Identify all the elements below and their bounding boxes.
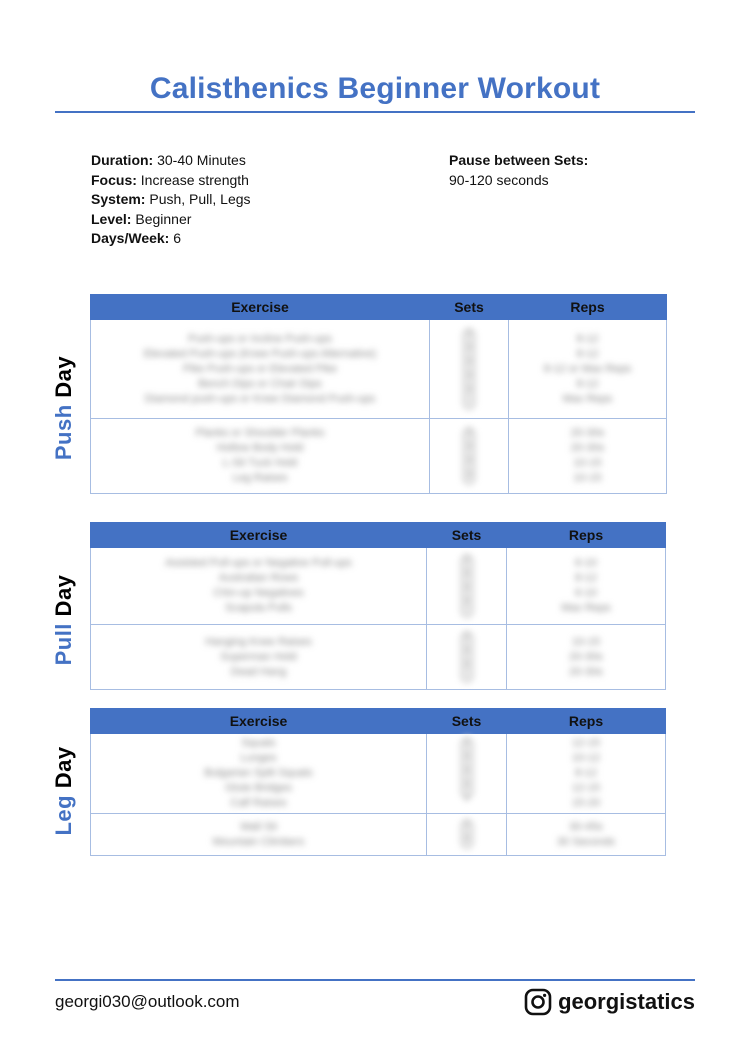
exercise-name: Pike Push-ups or Elevated Pike — [182, 362, 338, 375]
exercise-name: Elevated Push-ups (Knee Push-ups Alternative) — [143, 347, 377, 360]
sets-value: 3 — [463, 631, 470, 642]
header-reps: Reps — [507, 709, 666, 734]
reps-value: 12-15 — [571, 737, 601, 749]
reps-value: 6-10 — [574, 557, 598, 569]
reps-cell — [507, 734, 666, 814]
table-row — [91, 320, 667, 419]
reps-value: 8-12 — [574, 572, 598, 584]
sets-value: 3 — [463, 793, 470, 804]
exercise-name: Calf Raises — [230, 797, 287, 809]
duration-line: Duration: 30-40 Minutes — [91, 152, 246, 168]
header-exercise: Exercise — [91, 523, 427, 548]
reps-value: 8-12 — [574, 767, 598, 779]
sets-value: 3 — [463, 645, 470, 656]
reps-value: Max Reps — [562, 392, 613, 405]
exercise-name: Glute Bridges — [225, 782, 292, 794]
exercise-name: Bulgarian Split Squats — [204, 767, 313, 779]
reps-cell — [507, 548, 666, 625]
reps-value: 8-12 or Max Reps — [543, 362, 632, 375]
sets-value: 3 — [463, 568, 470, 579]
exercise-name: Superman Hold — [220, 650, 297, 663]
sets-value: 3 — [466, 328, 472, 339]
reps-cell — [507, 814, 666, 856]
reps-value: 8-12 — [576, 347, 599, 360]
sets-cell — [427, 734, 507, 814]
table-header-row — [91, 709, 666, 734]
sets-value: 3 — [463, 779, 470, 790]
exercise-name: Leg Raises — [232, 472, 288, 484]
exercise-name: Chin-up Negatives — [213, 587, 304, 599]
push-day-table — [90, 294, 667, 494]
header-reps: Reps — [509, 295, 667, 320]
exercise-name: Planks or Shoulder Planks — [195, 427, 325, 439]
reps-value: 20-30s — [570, 427, 605, 439]
reps-value: 20-30s — [569, 650, 603, 663]
focus-line: Focus: Increase strength — [91, 171, 249, 188]
exercise-name: Push-ups or Incline Push-ups — [188, 332, 332, 345]
reps-value: 15-20 — [571, 797, 601, 809]
reps-value: 10-15 — [573, 457, 602, 469]
exercise-name: Scapula Pulls — [225, 602, 292, 614]
table-header-row — [91, 295, 667, 320]
sets-value: 3 — [466, 426, 472, 438]
reps-value: 12-15 — [571, 782, 601, 794]
exercise-name: L-Sit Tuck Hold — [222, 457, 298, 469]
pause-label: Pause between Sets: — [449, 152, 589, 168]
exercise-name: Squats — [241, 737, 276, 749]
header-exercise: Exercise — [91, 295, 430, 320]
exercise-name: Australian Rows — [218, 572, 299, 584]
push-day-label: Push Day — [51, 355, 76, 461]
exercise-name: Hanging Knee Raises — [205, 635, 312, 648]
table-row — [91, 419, 667, 494]
pull-day-table — [90, 522, 666, 690]
reps-value: 8-12 — [576, 332, 599, 345]
days-per-week-line: Days/Week: 6 — [91, 230, 182, 246]
sets-value: 3 — [463, 819, 470, 830]
sets-value: 3 — [466, 342, 472, 353]
exercise-cell — [91, 419, 430, 494]
header-sets: Sets — [430, 295, 509, 320]
sets-value: 3 — [466, 384, 472, 395]
header-reps: Reps — [507, 523, 666, 548]
exercise-name: Lunges — [240, 752, 277, 764]
reps-value: 10-12 — [571, 752, 601, 764]
exercise-name: Hollow Body Hold — [216, 442, 304, 454]
footer-email: georgi030@outlook.com — [55, 992, 240, 1011]
footer-divider — [55, 979, 695, 981]
leg-day-label: Leg Day — [51, 746, 76, 836]
pause-value: 90-120 seconds — [449, 171, 549, 188]
system-line: System: Push, Pull, Legs — [91, 191, 251, 207]
reps-value: 6-10 — [574, 587, 598, 599]
exercise-cell — [91, 814, 427, 856]
workout-info — [91, 151, 251, 249]
header-sets: Sets — [427, 709, 507, 734]
exercise-name: Dead Hang — [230, 665, 287, 678]
exercise-name: Wall Sit — [240, 820, 277, 833]
sets-value: 3 — [463, 751, 470, 762]
sets-cell — [427, 625, 507, 690]
sets-cell — [427, 814, 507, 856]
exercise-cell — [91, 320, 430, 419]
sets-value: 3 — [463, 737, 470, 748]
footer-handle-text: georgistatics — [558, 989, 695, 1014]
reps-value: 20-30s — [570, 442, 605, 454]
reps-value: 10-15 — [573, 472, 602, 484]
reps-value: 30 Seconds — [556, 835, 616, 848]
reps-cell — [509, 320, 667, 419]
sets-cell — [430, 419, 509, 494]
table-row — [91, 814, 666, 856]
sets-value: 3 — [463, 659, 470, 670]
exercise-cell — [91, 734, 427, 814]
sets-value: 3 — [463, 596, 470, 607]
sets-cell — [430, 320, 509, 419]
sets-value: 3 — [466, 468, 472, 480]
sets-value: 3 — [466, 356, 472, 367]
exercise-name: Diamond push-ups or Knee Diamond Push-ups — [144, 392, 376, 405]
sets-value: 3 — [463, 765, 470, 776]
reps-value: 30-45s — [569, 820, 603, 833]
sets-value: 3 — [463, 582, 470, 593]
page-title: Calisthenics Beginner Workout — [149, 72, 601, 105]
pull-day-label: Pull Day — [51, 574, 76, 666]
exercise-name: Assisted Pull-ups or Negative Pull-ups — [165, 557, 352, 569]
sets-value: 3 — [466, 370, 472, 381]
sets-value: 3 — [466, 454, 472, 466]
exercise-name: Mountain Climbers — [212, 835, 305, 848]
reps-cell — [507, 625, 666, 690]
table-row — [91, 734, 666, 814]
table-header-row — [91, 523, 666, 548]
exercise-cell — [91, 625, 427, 690]
sets-value: 3 — [463, 554, 470, 565]
table-row — [91, 548, 666, 625]
sets-value: 3 — [463, 833, 470, 844]
title-divider — [55, 111, 695, 113]
reps-value: 10-15 — [571, 635, 601, 648]
exercise-name: Bench Dips or Chair Dips — [198, 377, 322, 390]
instagram-icon — [524, 988, 552, 1016]
level-line: Level: Beginner — [91, 210, 192, 227]
reps-value: 20-30s — [569, 665, 603, 678]
header-sets: Sets — [427, 523, 507, 548]
reps-cell — [509, 419, 667, 494]
exercise-cell — [91, 548, 427, 625]
leg-day-table — [90, 708, 666, 856]
reps-value: 8-12 — [576, 377, 599, 390]
footer-handle — [524, 988, 695, 1016]
sets-cell — [427, 548, 507, 625]
reps-value: Max Reps — [561, 602, 611, 614]
header-exercise: Exercise — [91, 709, 427, 734]
table-row — [91, 625, 666, 690]
sets-value: 3 — [466, 440, 472, 452]
pause-info — [449, 151, 588, 190]
